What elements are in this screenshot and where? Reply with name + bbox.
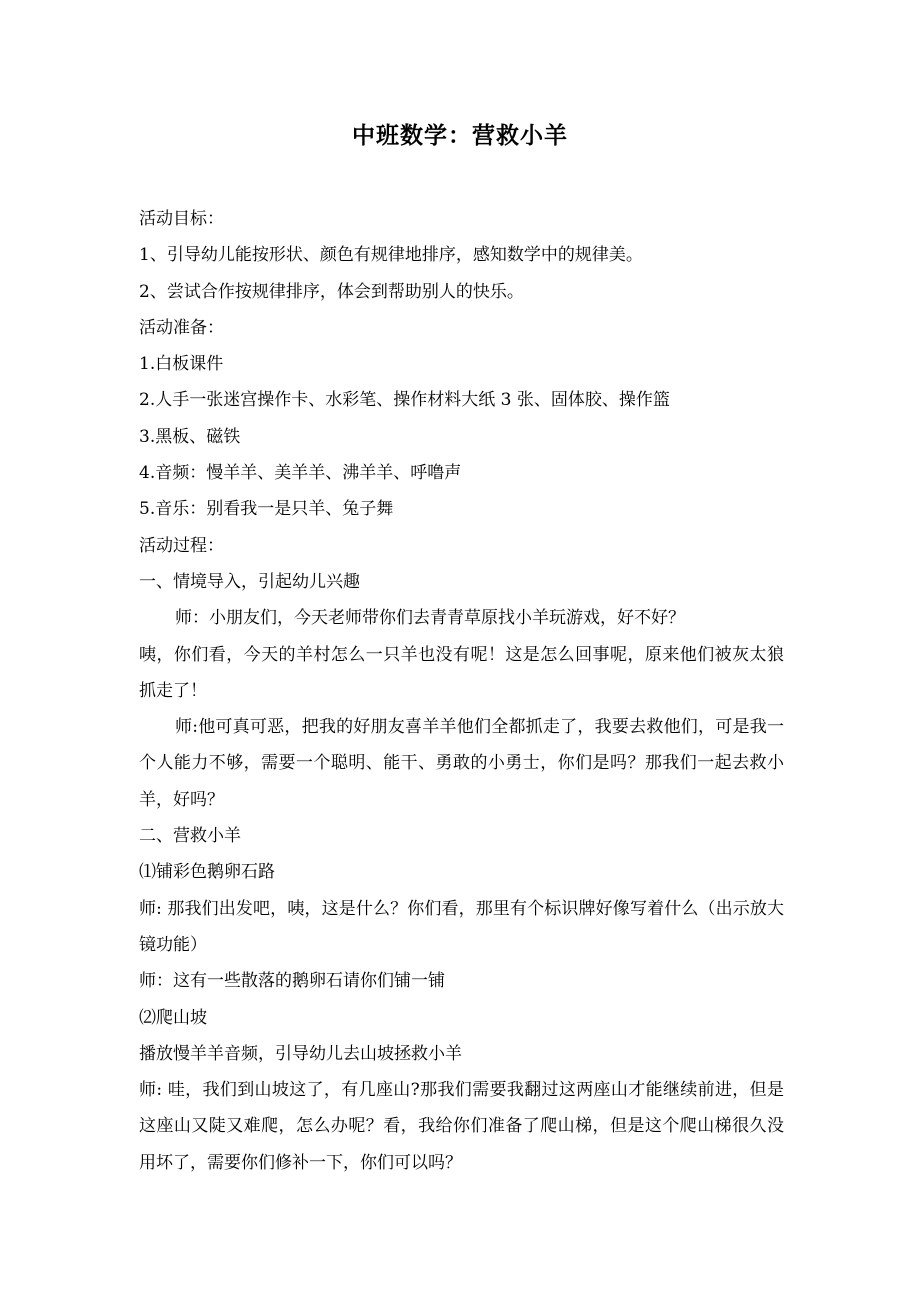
dialogue-paragraph: 师:他可真可恶，把我的好朋友喜羊羊他们全都抓走了，我要去救他们，可是我一个人能力不够，需要一个聪明、能干、勇敢的小勇士，你们是吗？那我们一起去救小羊，好吗？: [139, 717, 784, 810]
dialogue-paragraph: 师：这有一些散落的鹅卵石请你们铺一铺: [139, 971, 445, 992]
dialogue-paragraph: 师: 那我们出发吧，咦，这是什么？你们看，那里有个标识牌好像写着什么（出示放大镜功能）: [139, 898, 784, 955]
section-heading-objectives: 活动目标：: [139, 209, 224, 229]
objective-item: 2、尝试合作按规律排序，体会到帮助别人的快乐。: [139, 281, 524, 302]
section-heading-preparation: 活动准备：: [139, 317, 224, 338]
dialogue-paragraph: 咦，你们看，今天的羊村怎么一只羊也没有呢！这是怎么回事呢，原来他们被灰太狼抓走了！: [139, 644, 784, 701]
document-body: [139, 201, 784, 1181]
preparation-item: 2.人手一张迷宫操作卡、水彩笔、操作材料大纸 3 张、固体胶、操作篮: [139, 390, 670, 411]
dialogue-paragraph: 师: 哇，我们到山坡这了，有几座山?那我们需要我翻过这两座山才能继续前进，但是这座山又陡又难爬，怎么办呢？看，我给你们准备了爬山梯，但是这个爬山梯很久没用坏了，需要你们修补一下，你们可以吗？: [139, 1080, 784, 1173]
section-heading-process: 活动过程：: [139, 535, 224, 556]
instruction-paragraph: 播放慢羊羊音频，引导幼儿去山坡拯救小羊: [139, 1043, 462, 1064]
preparation-item: 3.黑板、磁铁: [139, 426, 241, 447]
dialogue-paragraph: 师：小朋友们，今天老师带你们去青青草原找小羊玩游戏，好不好？: [175, 608, 685, 629]
sub-step-heading: ⑵爬山坡: [139, 1007, 207, 1028]
sub-step-heading: ⑴铺彩色鹅卵石路: [139, 862, 275, 883]
preparation-item: 1.白板课件: [139, 354, 224, 375]
objective-item: 1、引导幼儿能按形状、颜色有规律地排序，感知数学中的规律美。: [139, 245, 643, 266]
preparation-item: 4.音频：慢羊羊、美羊羊、沸羊羊、呼噜声: [139, 463, 462, 484]
process-step-heading: 一、情境导入，引起幼儿兴趣: [139, 571, 360, 592]
preparation-item: 5.音乐：别看我一是只羊、兔子舞: [139, 499, 394, 520]
process-step-heading: 二、营救小羊: [139, 826, 241, 847]
document-title: 中班数学：营救小羊: [352, 123, 568, 149]
